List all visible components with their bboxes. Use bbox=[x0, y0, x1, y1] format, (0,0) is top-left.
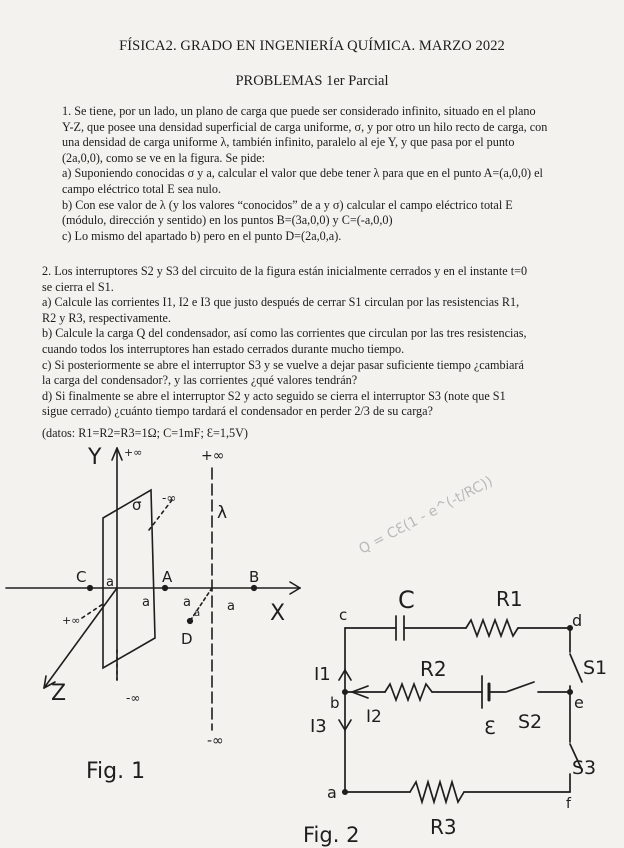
dist-a-label: a bbox=[183, 595, 191, 610]
z-axis-label: Z bbox=[51, 681, 67, 706]
plus-inf-wire-label: +∞ bbox=[201, 448, 225, 464]
resistor-r3 bbox=[410, 782, 464, 802]
y-axis-label: Y bbox=[88, 445, 102, 470]
i1-label: I1 bbox=[314, 664, 331, 685]
point-d-label: D bbox=[181, 630, 193, 648]
node-f-label: f bbox=[566, 796, 571, 812]
point-c-dot bbox=[88, 586, 93, 591]
minus-inf-wire-label: -∞ bbox=[207, 733, 224, 749]
r1-label: R1 bbox=[496, 587, 523, 611]
x-axis-arrow bbox=[290, 588, 300, 594]
switch-s1 bbox=[570, 654, 582, 682]
dist-a-label: a bbox=[227, 599, 235, 614]
i3-arrow bbox=[339, 720, 345, 730]
emf-label: Ɛ bbox=[484, 717, 496, 739]
problem-1-line: una densidad de carga uniforme λ, también infinito, paralelo al eje Y, y que pasa por el punto bbox=[62, 135, 515, 150]
node-b-dot bbox=[343, 690, 347, 694]
sigma-label: σ bbox=[132, 496, 142, 514]
lambda-label: λ bbox=[217, 503, 228, 523]
problem-1-line: campo eléctrico total E sea nulo. bbox=[62, 181, 222, 196]
plus-inf-y-label: +∞ bbox=[124, 446, 143, 459]
dist-a-label: a bbox=[194, 608, 201, 619]
figure-2-caption: Fig. 2 bbox=[303, 823, 360, 847]
figure-1-caption: Fig. 1 bbox=[86, 759, 146, 784]
resistor-r2 bbox=[385, 684, 432, 700]
problem-2-line: cuando todos los interruptores han estado cerrados durante mucho tiempo. bbox=[42, 341, 405, 356]
i2-arrow bbox=[352, 686, 368, 692]
problem-1-line: c) Lo mismo del apartado b) pero en el punto D=(2a,0,a). bbox=[62, 228, 342, 243]
problem-1-line: 1. Se tiene, por un lado, un plano de carga que puede ser considerado infinito, situado en el plano bbox=[62, 104, 536, 118]
problem-2-line: b) Calcule la carga Q del condensador, así como las corrientes que circulan por las tres resistencias, bbox=[42, 326, 527, 341]
s1-label: S1 bbox=[583, 657, 608, 679]
s2-label: S2 bbox=[518, 711, 543, 733]
switch-s2 bbox=[506, 682, 534, 692]
resistor-r1 bbox=[466, 620, 518, 636]
problem-1 bbox=[62, 104, 582, 244]
node-c-label: c bbox=[339, 606, 348, 624]
figure-2-labels bbox=[303, 586, 607, 847]
node-e-dot bbox=[568, 690, 572, 694]
figure-1-labels bbox=[51, 445, 285, 784]
problem-2-line: c) Si posteriormente se abre el interruptor S3 y se vuelve a dejar pasar suficiente tiempo ¿cambiará bbox=[42, 357, 524, 372]
problem-2 bbox=[42, 264, 590, 442]
problem-2-line: R2 y R3, respectivamente. bbox=[42, 310, 171, 325]
problem-2-line: d) Si finalmente se abre el interruptor S2 y acto seguido se cierra el interruptor S3 (note que S1 bbox=[42, 388, 506, 403]
node-a-dot bbox=[343, 790, 347, 794]
point-b-label: B bbox=[249, 568, 260, 586]
x-axis-arrow bbox=[290, 582, 300, 588]
problem-2-line: la carga del condensador?, y las corrientes ¿qué valores tendrán? bbox=[42, 373, 358, 388]
exam-title: FÍSICA2. GRADO EN INGENIERÍA QUÍMICA. MARZO 2022 bbox=[119, 38, 505, 54]
i2-label: I2 bbox=[366, 707, 382, 727]
node-b-label: b bbox=[330, 694, 340, 712]
problem-1-line: Y-Z, que posee una densidad superficial de carga uniforme, σ, y por otro un hilo recto de carga, con bbox=[62, 119, 548, 134]
minus-inf-plane-back-label: -∞ bbox=[162, 491, 177, 505]
problem-1-line: (2a,0,0), como se ve en la figura. Se pide: bbox=[62, 150, 266, 165]
problem-1-line: b) Con ese valor de λ (y los valores “conocidos” de a y σ) calcular el campo eléctrico total E bbox=[62, 197, 513, 212]
point-b-dot bbox=[252, 586, 257, 591]
problem-1-line: a) Suponiendo conocidas σ y a, calcular el valor que debe tener λ para que en el punto A=(a,0,0) el bbox=[62, 166, 543, 181]
figures bbox=[0, 430, 624, 848]
problem-2-line: a) Calcule las corrientes I1, I2 e I3 que justo después de cerrar S1 circulan por las resistencias R1, bbox=[42, 295, 520, 310]
i3-label: I3 bbox=[310, 716, 327, 737]
minus-inf-plane-bottom-label: -∞ bbox=[126, 691, 141, 705]
node-d-label: d bbox=[572, 611, 583, 630]
x-axis-label: X bbox=[270, 601, 286, 626]
i2-arrow bbox=[352, 692, 368, 698]
problem-2-line: se cierra el S1. bbox=[42, 279, 114, 294]
z-axis bbox=[44, 588, 117, 688]
pencil-note: Q = CƐ(1 - e^(-t/RC)) bbox=[356, 473, 496, 558]
s3-label: S3 bbox=[572, 757, 597, 779]
problem-2-line: 2. Los interruptores S2 y S3 del circuito de la figura están inicialmente cerrados y en el instante t=0 bbox=[42, 264, 528, 278]
r2-label: R2 bbox=[420, 657, 447, 681]
i1-arrow bbox=[339, 670, 345, 680]
r3-label: R3 bbox=[430, 815, 457, 839]
problem-1-line: (módulo, dirección y sentido) en los puntos B=(3a,0,0) y C=(-a,0,0) bbox=[62, 213, 393, 228]
exam-subtitle: PROBLEMAS 1er Parcial bbox=[235, 73, 389, 89]
problem-2-data: (datos: R1=R2=R3=1Ω; C=1mF; Ɛ=1,5V) bbox=[42, 425, 248, 440]
node-a-label: a bbox=[327, 783, 337, 802]
dist-a-label: a bbox=[106, 575, 114, 590]
i3-arrow bbox=[345, 720, 351, 730]
point-a-label: A bbox=[162, 568, 173, 586]
plus-inf-plane-front-label: +∞ bbox=[62, 614, 81, 627]
point-a-dot bbox=[163, 586, 168, 591]
point-c-label: C bbox=[76, 568, 87, 586]
problem-2-line: sigue cerrado) ¿cuánto tiempo tardará el condensador en perder 2/3 de su carga? bbox=[42, 404, 433, 419]
dist-a-label: a bbox=[142, 595, 150, 610]
i1-arrow bbox=[345, 670, 351, 680]
capacitor-label: C bbox=[398, 586, 415, 614]
node-e-label: e bbox=[574, 693, 584, 712]
